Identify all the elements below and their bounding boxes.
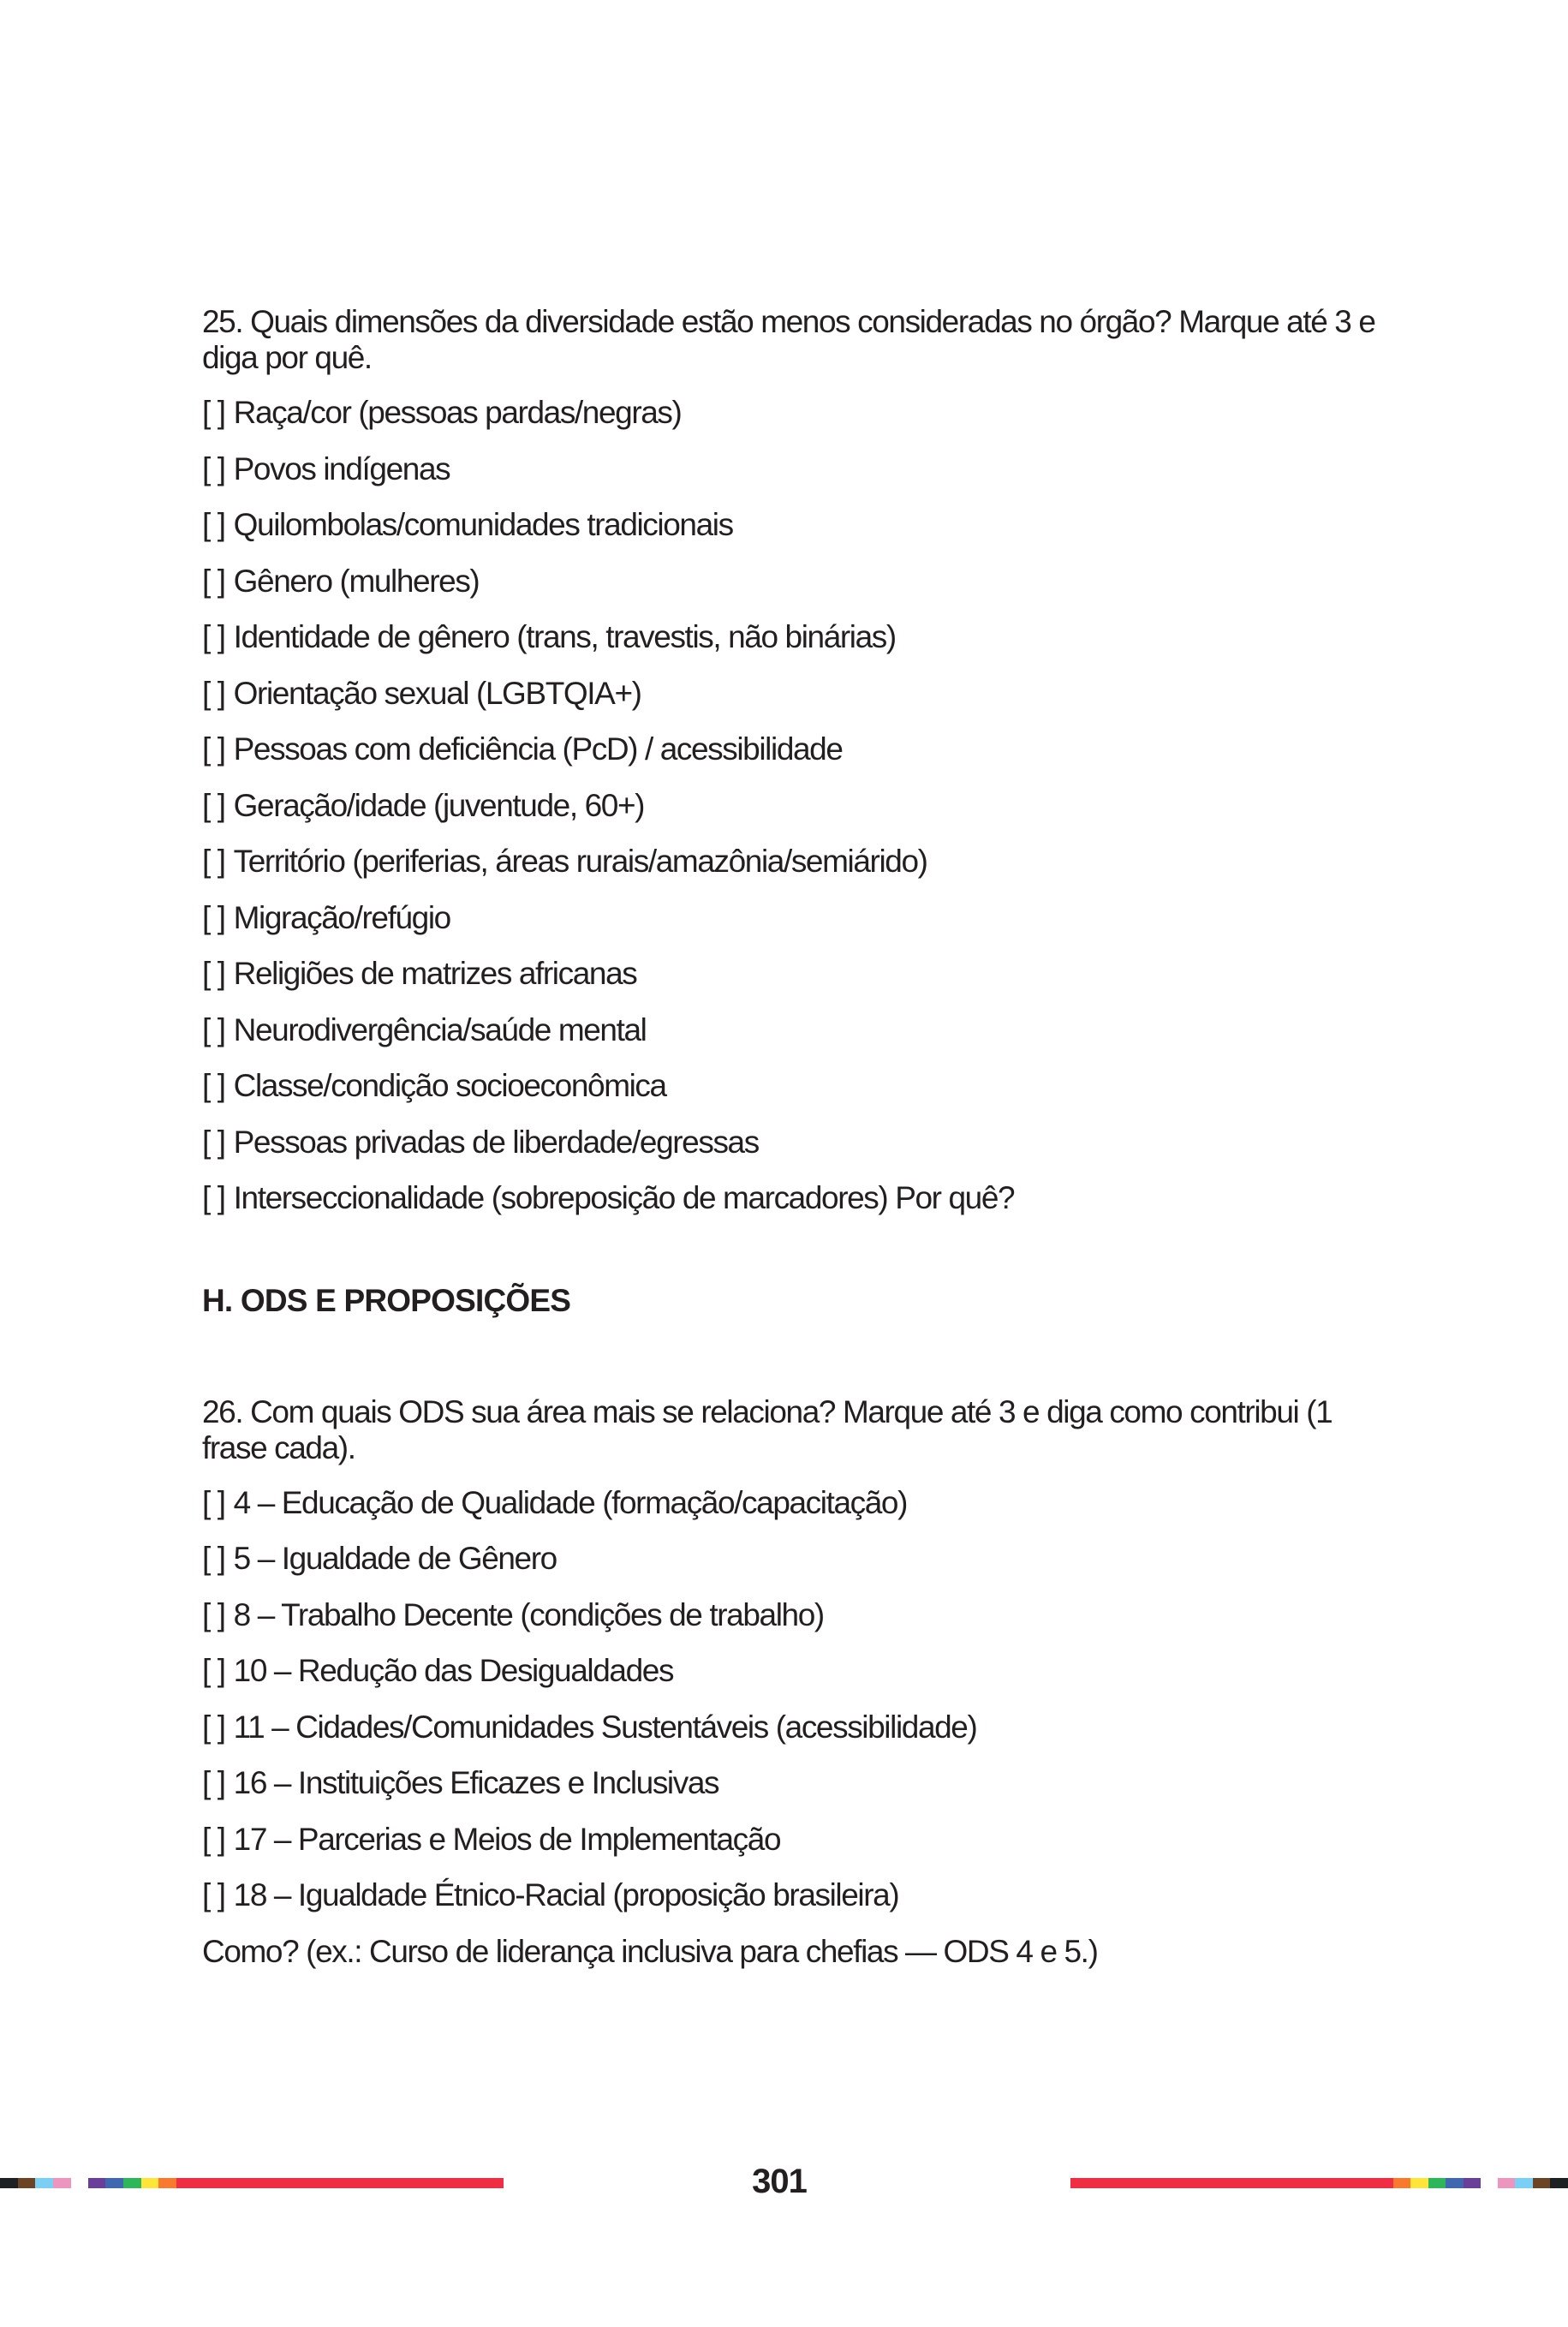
checkbox-option[interactable] (202, 900, 1401, 957)
checkbox-box[interactable]: [ ] (202, 507, 225, 542)
checkbox-box[interactable]: [ ] (202, 1068, 225, 1103)
color-bar-blue (105, 2178, 123, 2188)
checkbox-box[interactable]: [ ] (202, 1765, 225, 1800)
checkbox-option[interactable] (202, 1541, 1401, 1597)
checkbox-box[interactable]: [ ] (202, 1821, 225, 1857)
color-bar-green (123, 2178, 141, 2188)
q26-options-list (202, 1485, 1401, 1934)
option-label: Migração/refúgio (233, 899, 450, 935)
option-label: Quilombolas/comunidades tradicionais (233, 507, 733, 542)
q25-options-list (202, 395, 1401, 1237)
color-bar-light-blue (1515, 2178, 1533, 2188)
checkbox-box[interactable]: [ ] (202, 1180, 225, 1215)
checkbox-option[interactable] (202, 1765, 1401, 1822)
option-label: Povos indígenas (233, 450, 450, 486)
checkbox-option[interactable] (202, 956, 1401, 1012)
option-label: Território (periferias, áreas rurais/amazônia/semiárido) (233, 844, 927, 879)
option-label: 18 – Igualdade Étnico-Racial (proposição brasileira) (233, 1877, 899, 1912)
checkbox-option[interactable] (202, 451, 1401, 508)
color-bar-purple (88, 2178, 106, 2188)
checkbox-box[interactable]: [ ] (202, 1596, 225, 1632)
color-bar-brown (1533, 2178, 1551, 2188)
color-bar-yellow (1410, 2178, 1428, 2188)
option-label: 16 – Instituições Eficazes e Inclusivas (233, 1765, 719, 1800)
checkbox-option[interactable] (202, 1877, 1401, 1934)
checkbox-option[interactable] (202, 619, 1401, 676)
option-label: Pessoas com deficiência (PcD) / acessibilidade (233, 731, 843, 767)
color-bar-orange (1393, 2178, 1411, 2188)
color-bar-black (0, 2178, 18, 2188)
checkbox-box[interactable]: [ ] (202, 787, 225, 823)
checkbox-option[interactable] (202, 676, 1401, 732)
checkbox-box[interactable]: [ ] (202, 1541, 225, 1576)
checkbox-option[interactable] (202, 1653, 1401, 1709)
option-label: 17 – Parcerias e Meios de Implementação (233, 1821, 781, 1857)
question-26: 26. Com quais ODS sua área mais se relaciona? Marque até 3 e diga como contribui (1 frase cada). (202, 1393, 1333, 1465)
checkbox-option[interactable] (202, 1485, 1401, 1542)
page-content (202, 304, 1401, 1970)
checkbox-option[interactable] (202, 564, 1401, 620)
checkbox-box[interactable]: [ ] (202, 563, 225, 599)
checkbox-box[interactable]: [ ] (202, 1011, 225, 1047)
color-bar-red (176, 2178, 504, 2188)
option-label: 8 – Trabalho Decente (condições de trabalho) (233, 1596, 824, 1632)
option-label: Gênero (mulheres) (233, 563, 480, 599)
option-label: 10 – Redução das Desigualdades (233, 1653, 674, 1688)
answer-note: Como? (ex.: Curso de liderança inclusiva para chefias — ODS 4 e 5.) (202, 1933, 1098, 1969)
color-bar-yellow (141, 2178, 159, 2188)
page-number: 301 (752, 2163, 807, 2200)
option-label: Religiões de matrizes africanas (233, 956, 637, 991)
option-label: 5 – Igualdade de Gênero (233, 1541, 557, 1576)
checkbox-box[interactable]: [ ] (202, 1877, 225, 1912)
option-label: Identidade de gênero (trans, travestis, não binárias) (233, 619, 896, 654)
color-bar-orange (158, 2178, 176, 2188)
checkbox-box[interactable]: [ ] (202, 1124, 225, 1160)
option-label: 4 – Educação de Qualidade (formação/capacitação) (233, 1484, 908, 1520)
checkbox-box[interactable]: [ ] (202, 899, 225, 935)
question-25: 25. Quais dimensões da diversidade estão menos consideradas no órgão? Marque até 3 e diga por quê. (202, 304, 1375, 375)
section-heading: H. ODS E PROPOSIÇÕES (202, 1282, 571, 1318)
checkbox-option[interactable] (202, 507, 1401, 564)
color-bar-light-blue (35, 2178, 53, 2188)
checkbox-box[interactable]: [ ] (202, 956, 225, 991)
checkbox-option[interactable] (202, 731, 1401, 788)
option-label: Classe/condição socioeconômica (233, 1068, 666, 1103)
checkbox-box[interactable]: [ ] (202, 450, 225, 486)
option-label: Raça/cor (pessoas pardas/negras) (233, 395, 682, 430)
option-label: Pessoas privadas de liberdade/egressas (233, 1124, 759, 1160)
color-bar-black (1550, 2178, 1568, 2188)
color-bar-red (1070, 2178, 1393, 2188)
checkbox-option[interactable] (202, 1068, 1401, 1125)
checkbox-box[interactable]: [ ] (202, 675, 225, 711)
checkbox-option[interactable] (202, 395, 1401, 451)
checkbox-option[interactable] (202, 1709, 1401, 1766)
option-label: 11 – Cidades/Comunidades Sustentáveis (acessibilidade) (233, 1709, 977, 1745)
option-label: Orientação sexual (LGBTQIA+) (233, 675, 641, 711)
checkbox-box[interactable]: [ ] (202, 1653, 225, 1688)
color-bar-green (1428, 2178, 1446, 2188)
checkbox-box[interactable]: [ ] (202, 844, 225, 879)
checkbox-option[interactable] (202, 1012, 1401, 1069)
color-bar-brown (18, 2178, 36, 2188)
checkbox-option[interactable] (202, 844, 1401, 900)
color-bar-pink (1498, 2178, 1516, 2188)
checkbox-box[interactable]: [ ] (202, 619, 225, 654)
checkbox-box[interactable]: [ ] (202, 1709, 225, 1745)
checkbox-box[interactable]: [ ] (202, 731, 225, 767)
color-bar-pink (53, 2178, 71, 2188)
checkbox-option[interactable] (202, 788, 1401, 844)
color-bar-blue (1446, 2178, 1464, 2188)
checkbox-option[interactable] (202, 1180, 1401, 1237)
checkbox-option[interactable] (202, 1822, 1401, 1878)
checkbox-option[interactable] (202, 1125, 1401, 1181)
checkbox-box[interactable]: [ ] (202, 1484, 225, 1520)
color-bar-purple (1464, 2178, 1481, 2188)
option-label: Interseccionalidade (sobreposição de marcadores) Por quê? (233, 1180, 1015, 1215)
checkbox-box[interactable]: [ ] (202, 395, 225, 430)
option-label: Neurodivergência/saúde mental (233, 1011, 647, 1047)
option-label: Geração/idade (juventude, 60+) (233, 787, 645, 823)
checkbox-option[interactable] (202, 1597, 1401, 1654)
